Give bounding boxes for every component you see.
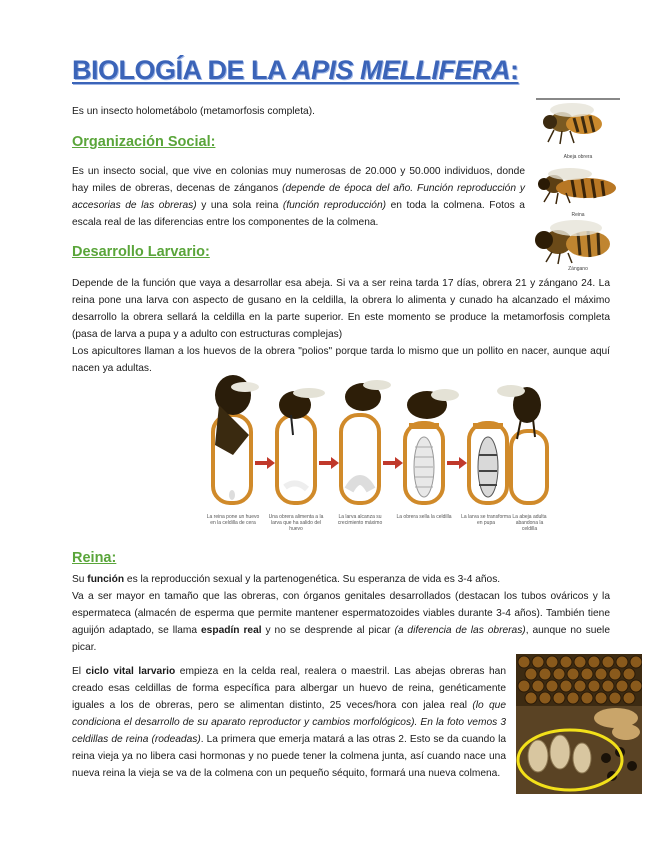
queen-paragraph-2: El ciclo vital larvario empieza en la celda real, realera o maestril. Las abejas obreras han creado esas celdillas de forma específica para albergar un huevo de reina, genéticamente iguales a los de obreras, pero se alimentan distinto, 25 veces/hora con jalea real (lo que condiciona el desarrollo de su aparato reproductor y cambios morfológicos). En la foto vemos 3 celdillas de reina (rodeadas). La primera que emerja matará a las otras 2. Esto se da cuando la reina vieja ya no libera casi hormonas y no puede tener la colmena junta, así cuando nace una nueva reina la vieja se va de la colmena con un pequeño séquito, formará una nueva colmena. (72, 666, 507, 779)
arrow-2 (319, 457, 339, 469)
stage-caption-3: La larva alcanza su crecimiento máximo (337, 514, 383, 526)
cell-1 (213, 375, 259, 503)
stage-caption-6: La abeja adulta abandona la celdilla (512, 514, 547, 532)
cell-4 (405, 389, 459, 503)
bee-caption-drone: Zángano (568, 266, 588, 272)
worker-bee (543, 103, 602, 144)
queen-heading: Reina: (72, 550, 117, 566)
bee-castes-illustration (532, 96, 624, 274)
arrow-1 (255, 457, 275, 469)
bee-caption-queen: Reina (571, 212, 585, 218)
larval-heading: Desarrollo Larvario: (72, 244, 210, 260)
larval-development-diagram (205, 375, 550, 540)
bee-caption-worker: Abeja obrera (563, 154, 593, 160)
stage-caption-2: Una obrera alimenta a la larva que ha salido del huevo (268, 514, 324, 532)
stage-caption-5: La larva se transforma en pupa (461, 514, 511, 526)
arrow-3 (383, 457, 403, 469)
queen-cells-photo (516, 654, 642, 794)
drone-bee (535, 220, 610, 264)
social-heading: Organización Social: (72, 134, 216, 150)
page-title: BIOLOGÍA DE LA APIS MELLIFERA: (72, 55, 519, 85)
stage-caption-1: La reina pone un huevo en la celdilla de cera (206, 514, 260, 526)
social-paragraph: Es un insecto social, que vive en colonias muy numerosas de 20.000 y 50.000 individuos, donde hay miles de obreras, decenas de zánganos (depende de época del año. Función reproducción y accesorias de las obreras) y una sola reina (función reproducción) en toda la colmena. Fotos a escala real de las diferencias entre los componentes de la colmena. (72, 166, 525, 228)
larval-paragraph: Depende de la función que vaya a desarrollar esa abeja. Si va a ser reina tarda 17 días, obrera 21 y zángano 24. La reina pone una larva con aspecto de gusano en la celdilla, la obrera lo alimenta y cunado ha alcanzado el máximo desarrollo la obrera sellará la celdilla en la parte superior. En este momento se produce la metamorfosis completa (pasa de larva a pupa y a adulto con estructuras complejas) Los apicultores llaman a los huevos de la obrera "polios" porque tarda lo mismo que un pollito en nacer, aunque aquí nacen ya adultas. (72, 278, 610, 374)
stage-caption-4: La obrera sella la celdilla (396, 514, 452, 520)
queen-paragraph-1: Su función es la reproducción sexual y la partenogenética. Su esperanza de vida es 3-4 años. Va a ser mayor en tamaño que las obreras, con órganos genitales desarrollados (destacan los tubos ováricos y la espermateca (almacén de esperma que permite mantener espermatozoides viables durante 3-4 años). También tiene aguijón adaptado, se llama espadín real y no se desprende al picar (a diferencia de las obreras), aunque no suele picar. (72, 574, 610, 653)
cell-5 (469, 423, 507, 503)
cell-2 (277, 388, 325, 503)
cell-3 (341, 380, 391, 503)
bee-castes-figure (532, 96, 624, 274)
arrow-4 (447, 457, 467, 469)
intro-text: Es un insecto holometábolo (metamorfosis completa). (72, 106, 315, 117)
queen-bee (538, 168, 616, 204)
